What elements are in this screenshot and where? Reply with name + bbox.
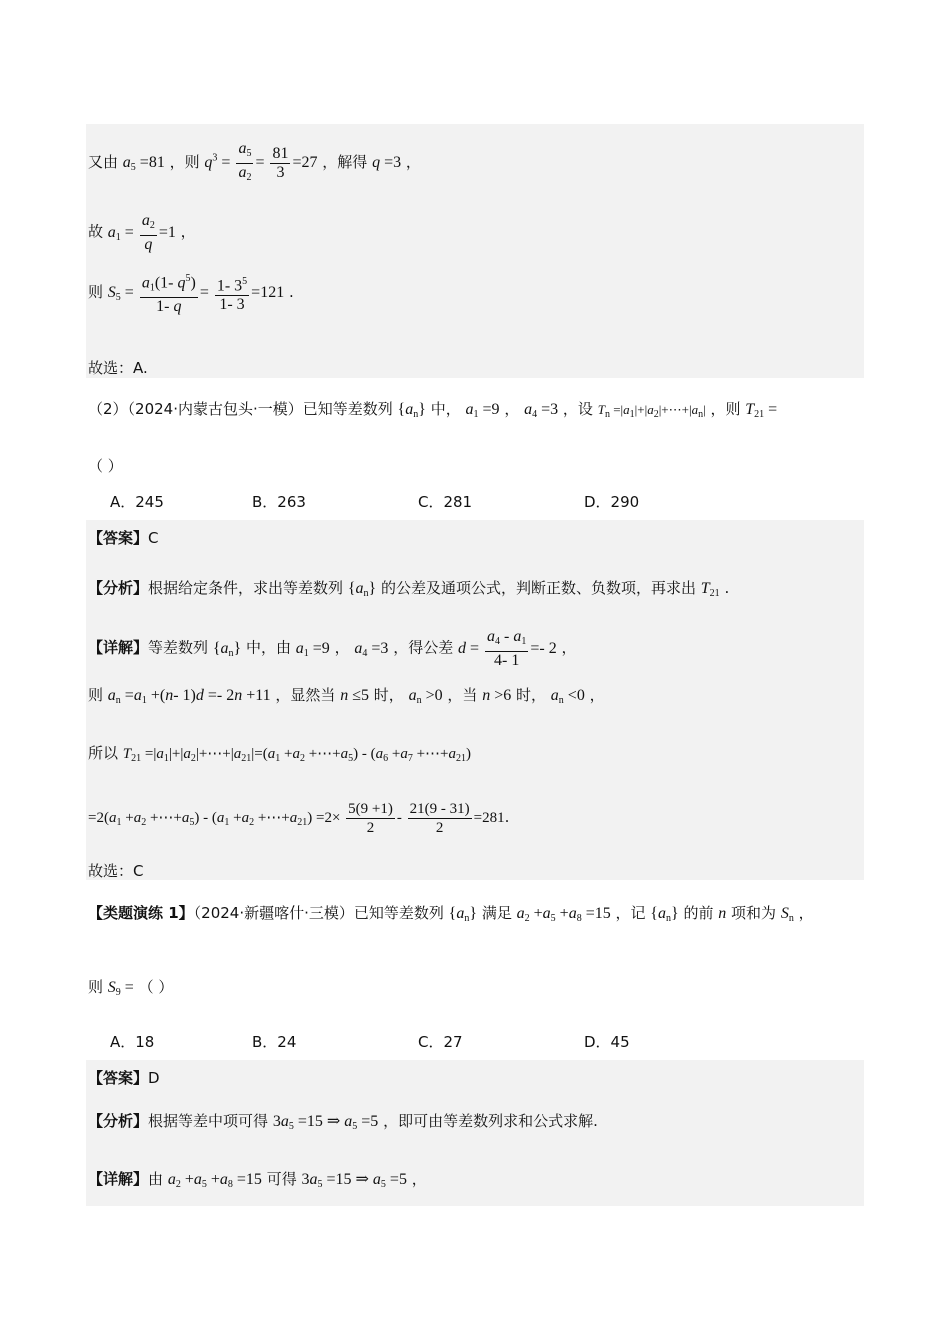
- formula: $a_4 =3$: [354, 639, 389, 659]
- question-stem: （2）（2024·内蒙古包头·一模）已知等差数列 $\{a_n\}$ 中， $a_1 =9$ ， $a_4 =3$ ，设 $T_n$ $=|a_1|+|a_2|+\cdots+|a_n|$ ，则 $T_{21}$ =: [88, 400, 778, 420]
- formula: $q^3$ = $\frac{a_5}{a_2}$ = $\frac{81}{3}$ =27: [204, 140, 318, 183]
- solution-line: 故 $a_1$ = $\frac{a_2}{q}$ =1 ，: [88, 212, 196, 253]
- option-b[interactable]: B．263: [252, 493, 306, 511]
- formula: $3a_5 =15$ ⇒ $a_5 =5$: [272, 1113, 379, 1132]
- solution-line: 又由 $a_5 =81$ ，则 $q^3$ = $\frac{a_5}{a_2}$ = $\frac{81}{3}$ =27 ，解得 q =3 ，: [88, 140, 421, 183]
- formula: $\{a_n\}$: [212, 639, 242, 659]
- formula: $=2(a_1 +a_2$ $+\cdots+a_5) - (a_1 +a_2$ $+\cdots+a_{21}) =2\times$ $\frac{5(9 +1)}{2}$ - $\frac{21(9 - 31)}{2}$ =281: [88, 801, 505, 836]
- answer-line: 【答案】D: [88, 1069, 160, 1087]
- formula: $a_1 =9$: [465, 401, 500, 420]
- formula: $a_1 =9$: [295, 639, 330, 659]
- solution-line: 则 $S_5$ = $\frac{a_1(1- q^5)}{1- q}$ = $\frac{1- 3^5}{1- 3}$ =121 .: [88, 270, 294, 316]
- option-d[interactable]: D．45: [584, 1033, 630, 1051]
- formula: $a_1$ = $\frac{a_2}{q}$ =1: [107, 212, 176, 253]
- practice-stem: 【类题演练 1】（2024·新疆喀什·三模）已知等差数列 $\{a_n\}$ 满足 $a_2 +a_5 +a_8 =15$ ，记 $\{a_n\}$ 的前 n 项和为 $S_n$ ，: [88, 904, 814, 924]
- practice-stem: 则 $S_9$ = （ ）: [88, 978, 174, 998]
- formula: n ≤5: [340, 687, 369, 704]
- answer-paren: （ ）: [88, 457, 123, 475]
- option-c[interactable]: C．281: [418, 493, 473, 511]
- formula: $S_n$: [780, 905, 794, 924]
- formula: $a_5 =81$: [122, 154, 165, 174]
- formula: $T_{21}$ $=|a_1|+|a_2|+\cdots+|a_{21}|=(a_1 +a_2$ $+\cdots+a_5) - (a_6 +a_7$ $+\cdots+a_{21}$): [122, 746, 472, 764]
- option-a[interactable]: A．18: [110, 1033, 155, 1051]
- formula: $T_n$ $=|a_1|+|a_2|+\cdots+|a_n|$: [597, 402, 706, 420]
- answer-line: 【答案】C: [88, 529, 159, 547]
- choose-answer: 故选：C: [88, 862, 144, 880]
- detail-line: 则 $a_n =a_1 +(n-$ 1)d =- 2n +11 ，显然当 n ≤5 时， $a_n >0$ ，当 n >6 时， $a_n <0$ ，: [88, 686, 605, 706]
- option-d[interactable]: D．290: [584, 493, 640, 511]
- detail-line: 所以 $T_{21}$ $=|a_1|+|a_2|+\cdots+|a_{21}|=(a_1 +a_2$ $+\cdots+a_5) - (a_6 +a_7$ $+\cdots+a_{21}$): [88, 744, 472, 764]
- formula: $\{a_n\}$: [448, 905, 478, 924]
- formula: $a_2 +a_5 +a_8 =15$: [516, 905, 611, 924]
- formula: q =3: [372, 154, 402, 172]
- formula: d = $\frac{a_4 - a_1}{4- 1}$ =- 2: [457, 628, 557, 669]
- formula: $T_{21}$ =: [745, 401, 778, 420]
- option-b[interactable]: B．24: [252, 1033, 297, 1051]
- choose-answer: 故选：A.: [88, 359, 148, 377]
- detail-line: 【详解】等差数列 $\{a_n\}$ 中，由 $a_1 =9$ ， $a_4 =3$ ，得公差 d = $\frac{a_4 - a_1}{4- 1}$ =- 2 ，: [88, 628, 577, 669]
- formula: $a_n <0$: [550, 687, 585, 706]
- formula: $3a_5 =15$ ⇒ $a_5 =5$: [301, 1171, 407, 1190]
- detail-line: 【详解】由 $a_2 +a_5 +a_8 =15$ 可得 $3a_5 =15$ ⇒ $a_5 =5$ ，: [88, 1170, 427, 1190]
- formula: $a_n =a_1 +(n-$ 1)d =- 2n +11: [107, 687, 271, 706]
- formula: $S_5$ = $\frac{a_1(1- q^5)}{1- q}$ = $\frac{1- 3^5}{1- 3}$ =121: [108, 284, 284, 301]
- analysis-line: 【分析】根据给定条件，求出等差数列 $\{a_n\}$ 的公差及通项公式，判断正数、负数项，再求出 $T_{21}$ .: [88, 579, 730, 599]
- formula: $a_4 =3$: [524, 401, 559, 420]
- formula: $\{a_n\}$: [650, 905, 679, 924]
- detail-line: $=2(a_1 +a_2$ $+\cdots+a_5) - (a_1 +a_2$ $+\cdots+a_{21}) =2\times$ $\frac{5(9 +1)}{2}$ - $\frac{21(9 - 31)}{2}$ =281.: [88, 801, 510, 836]
- formula: n >6: [482, 687, 512, 704]
- analysis-line: 【分析】根据等差中项可得 $3a_5 =15$ ⇒ $a_5 =5$ ，即可由等差数列求和公式求解.: [88, 1112, 598, 1132]
- formula: $S_9$ =: [107, 979, 134, 998]
- formula: $T_{21}$: [700, 580, 720, 599]
- formula: $\{a_n\}$: [347, 580, 377, 599]
- option-a[interactable]: A．245: [110, 493, 164, 511]
- formula: $a_n >0$: [408, 687, 443, 706]
- option-c[interactable]: C．27: [418, 1033, 463, 1051]
- formula: $\{a_n\}$: [397, 401, 426, 420]
- formula: n: [718, 905, 727, 922]
- formula: $a_2 +a_5 +a_8 =15$: [167, 1171, 262, 1190]
